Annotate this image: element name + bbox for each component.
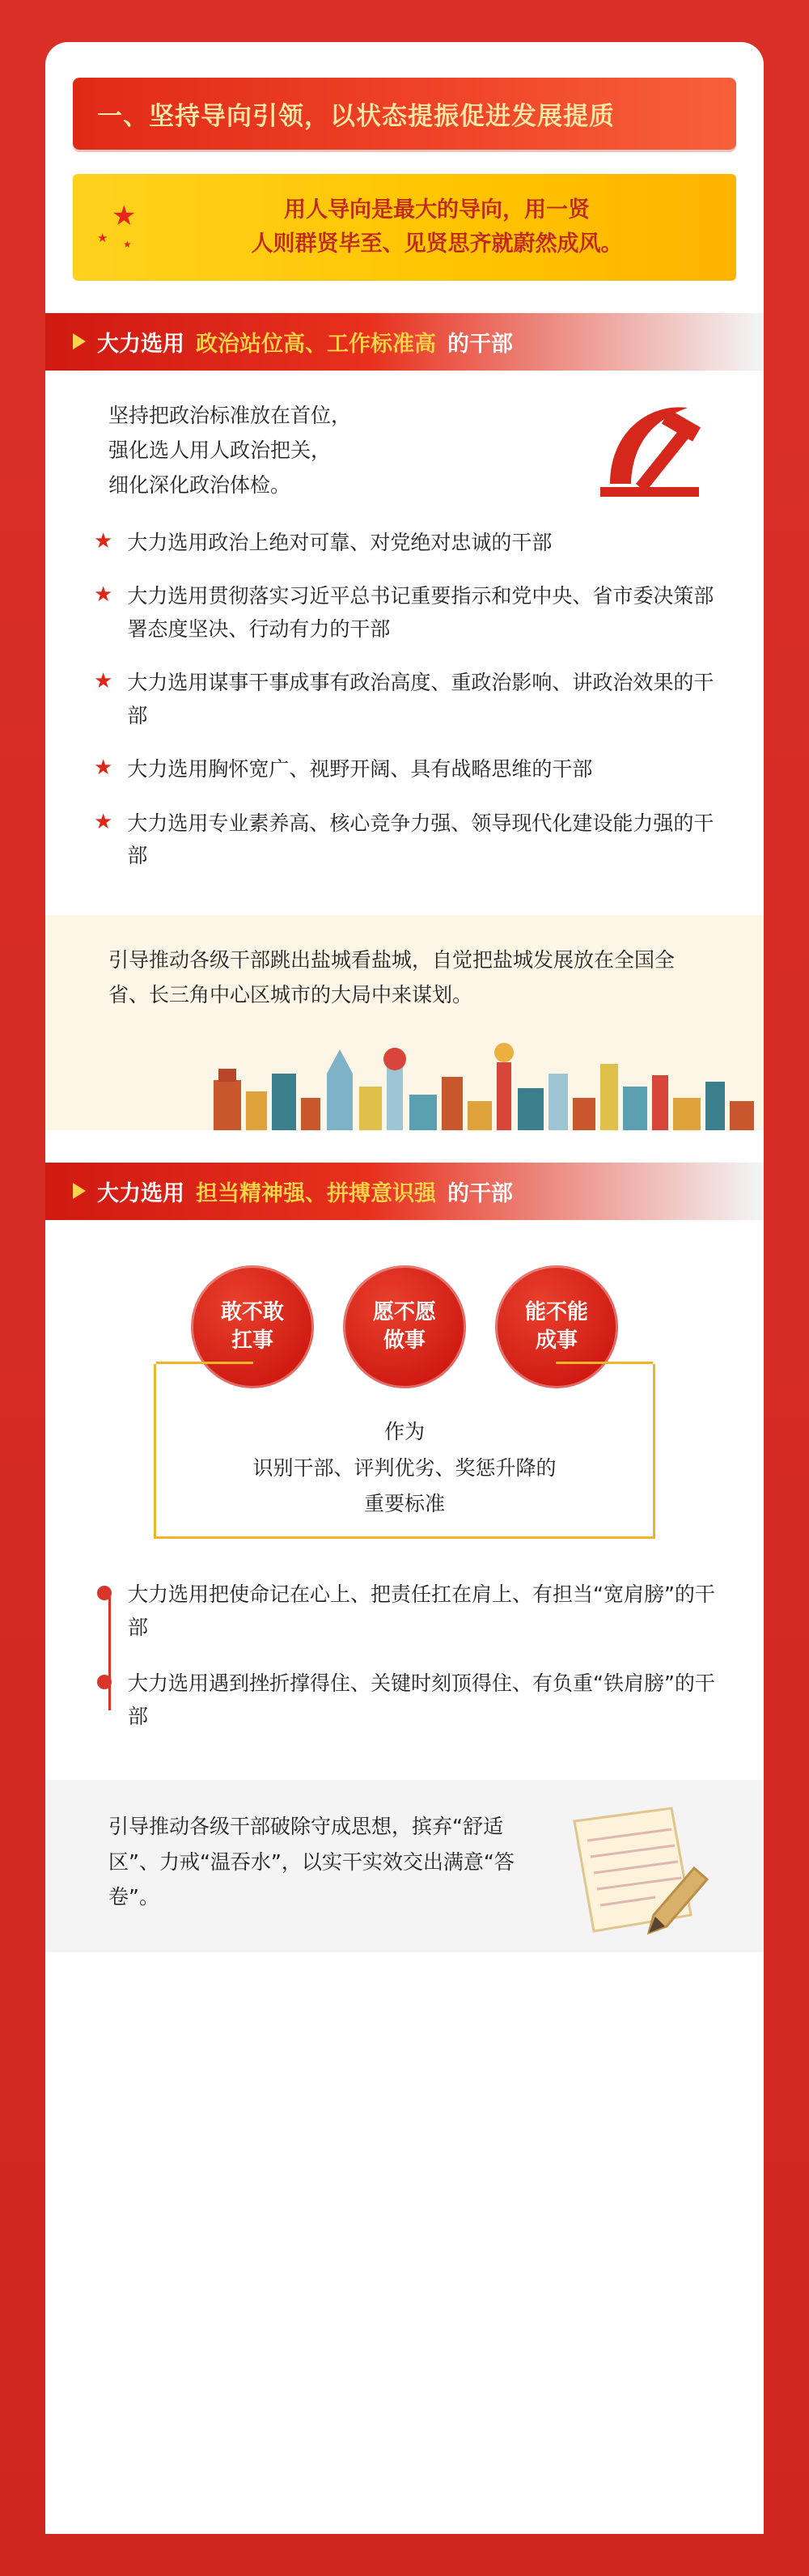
section-title: 一、坚持导向引领，以状态提振促进发展提质 (73, 78, 736, 150)
list-item (94, 807, 715, 873)
triangle-marker-icon (73, 1183, 86, 1199)
list-item-text: 大力选用胸怀宽广、视野开阔、具有战略思维的干部 (127, 757, 593, 782)
star-bullet-icon: ★ (94, 809, 113, 834)
block1-cream-text: 引导推动各级干部跳出盐城看盐城，自觉把盐城发展放在全国全省、长三角中心区城市的大局中来谋划。 (45, 915, 764, 1017)
list-item (94, 753, 715, 786)
list-item-text: 大力选用遇到挫折撑得住、关键时刻顶得住、有负重“铁肩膀”的干部 (128, 1671, 715, 1728)
circle-1-line-1: 敢不敢 (220, 1299, 284, 1324)
block1-intro (45, 371, 764, 511)
block1-intro-line-2: 强化选人用人政治把关， (108, 438, 332, 462)
circle-2-line-2: 做事 (383, 1328, 426, 1353)
subheader-1-prefix: 大力选用 (97, 331, 184, 357)
circle-1-line-2: 扛事 (231, 1328, 273, 1353)
star-bullet-icon: ★ (94, 669, 113, 694)
party-emblem-icon (586, 390, 715, 511)
subheader-2-suffix: 的干部 (447, 1180, 513, 1206)
subsection-header-1 (45, 313, 764, 371)
bracket-line-3: 重要标准 (363, 1492, 445, 1516)
block1-intro-line-3: 细化深化政治体检。 (108, 472, 291, 497)
star-bullet-icon: ★ (94, 583, 113, 608)
list-item (97, 1578, 715, 1644)
block1-star-list (45, 511, 764, 915)
dot-bullet-icon (97, 1586, 112, 1600)
star-small-icon-2: ★ (123, 239, 132, 250)
list-item-text: 大力选用政治上绝对可靠、对党绝对忠诚的干部 (127, 530, 553, 554)
block2-grey-text-wrap (45, 1780, 764, 1952)
star-bullet-icon: ★ (94, 528, 113, 553)
section-title-wrap (45, 78, 764, 150)
content-card (45, 42, 764, 2534)
list-item (97, 1667, 715, 1733)
subsection-header-2 (45, 1163, 764, 1220)
list-item (94, 580, 715, 646)
quote-line-1: 用人导向是最大的导向，用一贤 (284, 197, 590, 222)
circle-3-line-1: 能不能 (524, 1299, 588, 1324)
list-item (94, 667, 715, 732)
bracket-line-1: 作为 (383, 1419, 425, 1443)
subheader-2-highlight: 担当精神强、拼搏意识强 (196, 1180, 436, 1206)
notebook-pen-icon (558, 1794, 720, 1947)
circle-2-line-1: 愿不愿 (372, 1299, 436, 1324)
star-large-icon: ★ (112, 200, 137, 232)
criteria-circles-area (45, 1220, 764, 1539)
triangle-marker-icon (73, 333, 86, 350)
circle-3-line-2: 成事 (535, 1328, 578, 1353)
criteria-bracket-text (156, 1414, 653, 1539)
star-bullet-icon: ★ (94, 756, 113, 781)
quote-line-2: 人则群贤毕至、见贤思齐就蔚然成风。 (251, 231, 623, 256)
list-item (94, 527, 715, 560)
list-item-text: 大力选用贯彻落实习近平总书记重要指示和党中央、省市委决策部署态度坚决、行动有力的干部 (127, 584, 714, 641)
dot-bullet-icon (97, 1675, 112, 1689)
quote-band (73, 174, 736, 281)
subheader-1-highlight: 政治站位高、工作标准高 (196, 331, 436, 357)
block2-dot-list (45, 1539, 764, 1780)
criteria-bracket (154, 1364, 655, 1539)
list-item-text: 大力选用专业素养高、核心竞争力强、领导现代化建设能力强的干部 (127, 811, 714, 868)
star-small-icon-1: ★ (97, 231, 108, 245)
block1-intro-line-1: 坚持把政治标准放在首位， (108, 403, 352, 427)
subheader-2-prefix: 大力选用 (97, 1180, 184, 1206)
block2-grey-text: 引导推动各级干部破除守成思想，摈弃“舒适区”、力戒“温吞水”，以实干实效交出满意“答卷”。 (108, 1814, 515, 1909)
city-skyline-icon (45, 1017, 764, 1130)
list-item-text: 大力选用谋事干事成事有政治高度、重政治影响、讲政治效果的干部 (127, 671, 714, 727)
list-item-text: 大力选用把使命记在心上、把责任扛在肩上、有担当“宽肩膀”的干部 (128, 1582, 715, 1639)
subheader-1-suffix: 的干部 (447, 331, 513, 357)
bracket-line-2: 识别干部、评判优劣、奖惩升降的 (252, 1456, 557, 1481)
